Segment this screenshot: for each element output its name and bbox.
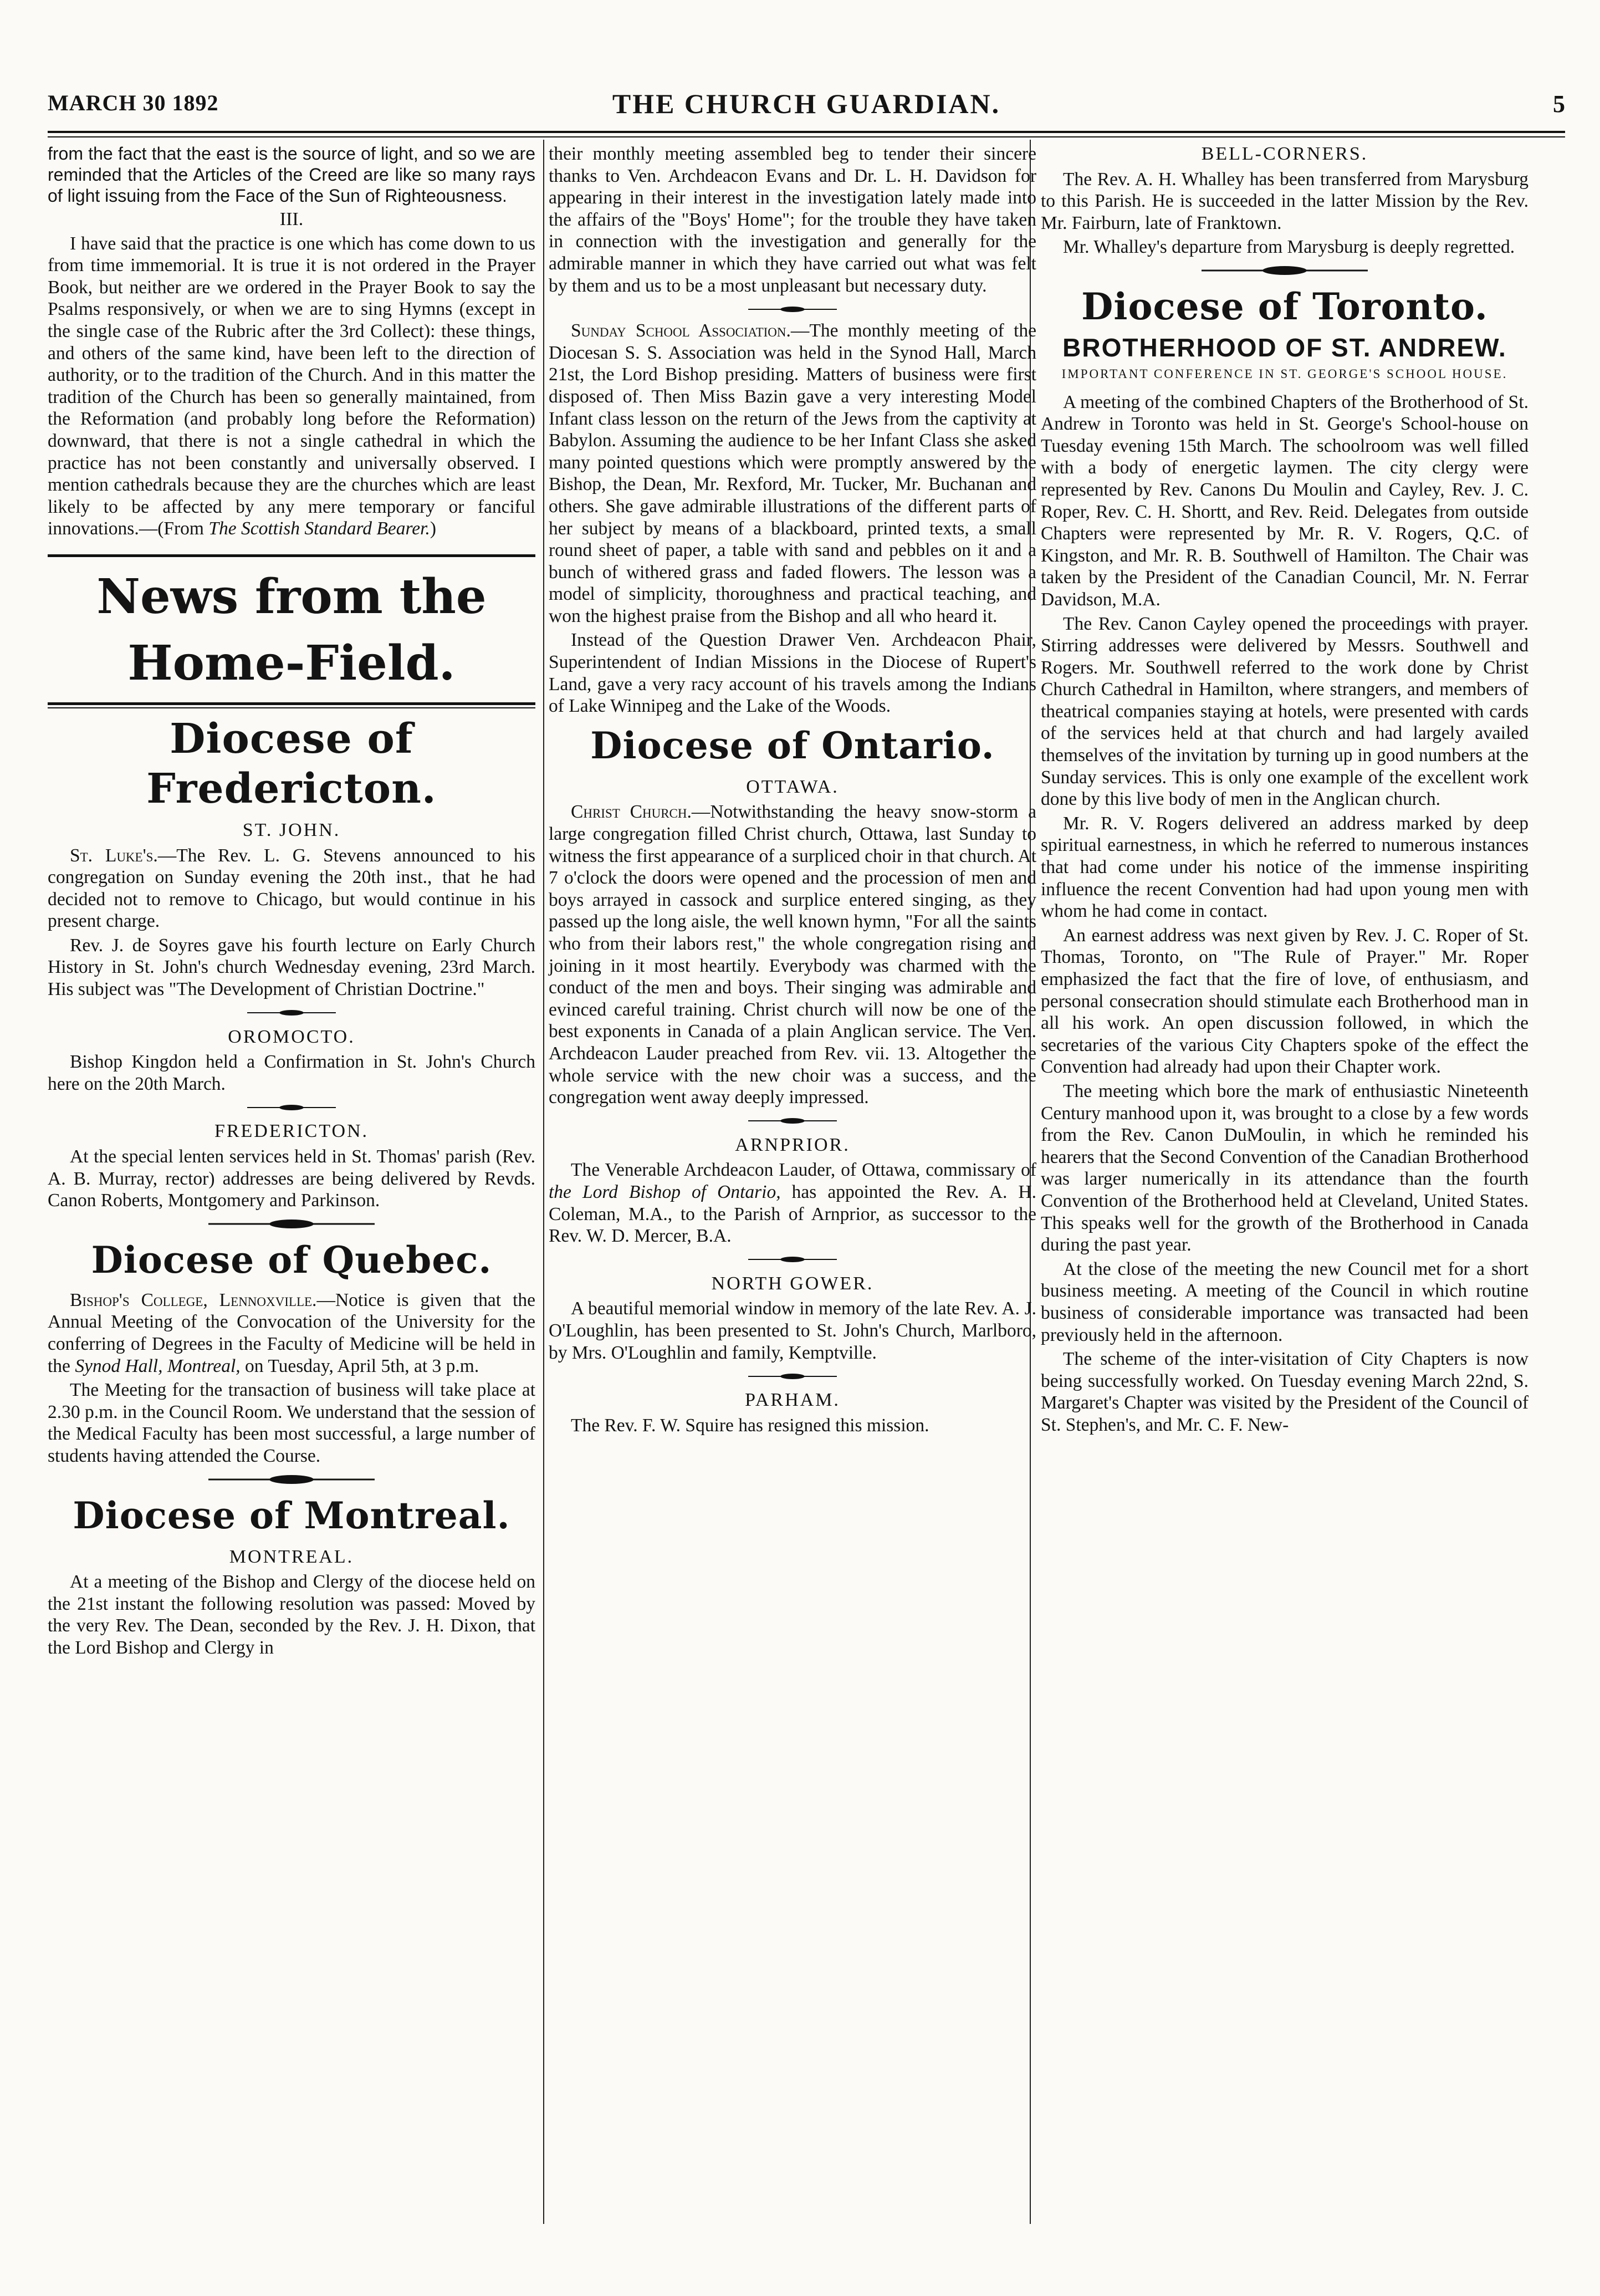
masthead (48, 88, 1565, 126)
subhead: OTTAWA. (746, 776, 839, 797)
section-rule (48, 554, 535, 557)
section-number: III. (279, 209, 304, 229)
issue-date: MARCH 30 1892 (48, 90, 219, 115)
article-paragraph: An earnest address was next given by Rev. J. C. Roper of St. Thomas, Toronto, on "The Rule of Prayer." Mr. Roper emphasized the fact that the fire of love, of enthusiasm, and personal consecration should stimulate each Brotherhood man in all his work. An open discussion followed, in which the secretaries of the various City Chapters spoke of the effect the Convention had already had upon their Chapter work. (1041, 925, 1529, 1078)
subhead: PARHAM. (745, 1390, 840, 1411)
article-paragraph: A meeting of the combined Chapters of the Brotherhood of St. Andrew in Toronto was held in St. George's School-house on Tuesday evening 15th March. The schoolroom was well filled with a body of energetic laymen. The city clergy were represented by Rev. Canons Du Moulin and Cayley, Rev. J. C. Roper, Rev. C. H. Shortt, and Rev. Reid. Delegates from outside Chapters were represented by Mr. R. V. Rogers, Q.C. of Kingston, and Mr. R. B. Southwell of Hamilton. The Chair was taken by the President of the Canadian Council, Mr. N. Ferrar Davidson, M.A. (1041, 391, 1529, 610)
ornament-divider (1041, 262, 1529, 278)
subhead: ARNPRIOR. (735, 1134, 850, 1155)
news-item: Sunday School Association.—The monthly meeting of the Diocesan S. S. Association was held in the Synod Hall, March 21st, the Lord Bishop presiding. Matters of business were first disposed of. Then Miss Bazin gave a very interesting Model Infant class lesson on the return of the Jews from the captivity at Babylon. Assuming the audience to be her Infant Class she asked many pointed questions which were promptly answered by the Bishop, the Dean, Mr. Rexford, Mr. Tucker, Mr. Buchanan and others. She gave admirable illustrations of the different parts of her subject by means of a blackboard, printed texts, a small round sheet of paper, a table with sand and pebbles on it and a bunch of withered grass and faded flowers. The lesson was a model of simplicity, thoroughness and practical teaching, and won the highest praise from the Bishop and all who heard it. (549, 320, 1037, 626)
news-item: Rev. J. de Soyres gave his fourth lecture on Early Church History in St. John's church Wednesday evening, 23rd March. His subject was "The Development of Christian Doctrine." (48, 935, 535, 1000)
news-item: Bishop Kingdon held a Confirmation in St. John's Church here on the 20th March. (48, 1052, 535, 1094)
news-item: Instead of the Question Drawer Ven. Archdeacon Phair, Superintendent of Indian Missions in the Diocese of Rupert's Land, gave a very racy account of his travels among the Indians of Lake Winnipeg and the Lake of the Woods. (549, 630, 1036, 717)
news-item: Bishop's College, Lennoxville.—Notice is given that the Annual Meeting of the Convocation of the University for the conferring of Degrees in the Faculty of Medicine will be held in the Synod Hall, Montreal, on Tuesday, April 5th, at 3 p.m. (48, 1289, 535, 1376)
news-item: At the special lenten services held in St. Thomas' parish (Rev. A. B. Murray, rector) addresses are being delivered by Revds. Canon Roberts, Montgomery and Parkinson. (48, 1146, 535, 1211)
diocese-heading: Diocese of Ontario. (590, 723, 995, 767)
ornament-divider (549, 1112, 1036, 1129)
subhead: BELL-CORNERS. (1201, 144, 1368, 164)
newspaper-title: THE CHURCH GUARDIAN. (612, 88, 1001, 119)
diocese-heading: Diocese of Quebec. (91, 1238, 492, 1282)
section-rule-thin (48, 707, 535, 708)
news-item: Christ Church.—Notwithstanding the heavy snow-storm a large congregation filled Christ church, Ottawa, last Sunday to witness the first appearance of a surpliced choir in that church. At 7 o'clock the doors were opened and the procession of men and boys arrayed in cassock and surplice entered singing, as they passed up the long aisle, the well known hymn, "For all the saints who from their labors rest," the whole congregation rising and joining in it most heartily. Everybody was charmed with the conduct of the men and boys. Their singing was admirable and evinced careful training. Christ church will now be one of the best exponents in Canada of a plain Anglican service. The Ven. Archdeacon Lauder preached from Rev. vii. 13. Altogether the whole service with the new choir was a success, and the congregation went away deeply impressed. (549, 802, 1036, 1108)
article-paragraph: At the close of the meeting the new Council met for a short business meeting. A meeting of the Council in which routine business of considerable importance was transacted had been previously held in the afternoon. (1041, 1258, 1529, 1345)
diocese-heading: Diocese of Toronto. (1081, 284, 1488, 328)
subhead: FREDERICTON. (214, 1121, 369, 1142)
column-3 (1041, 143, 1529, 1438)
diocese-heading: Diocese of Montreal. (73, 1493, 510, 1537)
ornament-divider (48, 1215, 535, 1232)
news-item: The Rev. A. H. Whalley has been transferred from Marysburg to this Parish. He is succeeded in the latter Mission by the Rev. Mr. Fairburn, late of Franktown. (1041, 169, 1529, 233)
masthead-rule (48, 131, 1565, 133)
column-2 (549, 143, 1036, 1438)
ornament-divider (549, 1251, 1036, 1267)
subhead: MONTREAL. (229, 1546, 354, 1567)
news-item: St. Luke's.—The Rev. L. G. Stevens announced to his congregation on Sunday evening the 20th inst., that he had decided not to remove to Chicago, but would continue in his present charge. (48, 845, 535, 932)
article-continuation: their monthly meeting assembled beg to tender their sincere thanks to Ven. Archdeacon Evans and Dr. L. H. Davidson for appearing in their interest in the investigation lately made into the affairs of the "Boys' Home"; for the trouble they have taken in connection with the investigation and generally for the admirable manner in which they have carried out what was felt by them and us to be a most unpleasant but necessary duty. (549, 144, 1036, 296)
ornament-divider (48, 1098, 535, 1115)
subhead: OROMOCTO. (228, 1026, 355, 1047)
ornament-divider (549, 300, 1036, 317)
news-item: The Venerable Archdeacon Lauder, of Ottawa, commissary of the Lord Bishop of Ontario, has appointed the Rev. A. H. Coleman, M.A., to the Parish of Arnprior, as successor to the Rev. W. D. Mercer, B.A. (549, 1160, 1036, 1247)
column-divider (543, 140, 544, 2224)
article-paragraph: The Rev. Canon Cayley opened the proceedings with prayer. Stirring addresses were delivered by Messrs. Southwell and Rogers. Mr. Southwell referred to the work done by Christ Church Cathedral in Hamilton, where strangers, and members of theatrical companies staying at hotels, were presented with cards of the services held at that church and had largely availed themselves of the invitation by turning up in good numbers at the Sunday services. This is only one example of the excellent work done by this live body of men in the Anglican church. (1041, 613, 1529, 810)
diocese-heading: Diocese of Fredericton. (146, 715, 437, 813)
ornament-divider (48, 1004, 535, 1021)
news-heading: News from the Home-Field. (96, 568, 487, 691)
page-number: 5 (1553, 90, 1565, 118)
subhead: NORTH GOWER. (711, 1273, 874, 1294)
news-item: The Meeting for the transaction of business will take place at 2.30 p.m. in the Council Room. We understand that the session of the Medical Faculty has been most successful, a large number of students having attended the Course. (48, 1380, 535, 1466)
subhead: ST. JOHN. (242, 819, 341, 840)
ornament-divider (549, 1367, 1036, 1384)
article-paragraph: The scheme of the inter-visitation of City Chapters is now being successfully worked. On Tuesday evening March 22nd, S. Margaret's Chapter was visited by the President of the Council of St. Stephen's, and Mr. C. F. New- (1041, 1349, 1529, 1435)
article-paragraph: I have said that the practice is one which has come down to us from time immemorial. It is true it is not ordered in the Prayer Book, but neither are we ordered in the Prayer Book to say the Psalms responsively, or when we are to sing Hymns (except in the single case of the Rubric after the 3rd Collect): these things, and others of the same kind, have been left to the direction of authority, or to the tradition of the Church. And in this matter the tradition of the Church has been so generally maintained, from the Reformation (and probably long before the Reformation) downward, that there is not a single cathedral in which the practice has not been constantly and universally observed. I mention cathedrals because they are the churches which are least likely to be affected by any mere temporary or fanciful innovations.—(From The Scottish Standard Bearer.) (48, 233, 535, 539)
column-1 (48, 143, 535, 1661)
news-item: A beautiful memorial window in memory of the late Rev. A. J. O'Loughlin, has been presented to St. John's Church, Marlboro, by Mrs. O'Loughlin and family, Kemptville. (549, 1298, 1036, 1363)
article-heading: BROTHERHOOD OF ST. ANDREW. (1062, 333, 1507, 362)
article-paragraph: The meeting which bore the mark of enthusiastic Nineteenth Century manhood upon it, was brought to a close by a few words from the Rev. Canon DuMoulin, in which he reminded his hearers that the Second Convention of the Canadian Brotherhood was larger numerically in its attendance than the fourth Convention of the Brotherhood held at Cleveland, United States. This speaks well for the growth of the Brotherhood in Canada during the past year. (1041, 1080, 1529, 1256)
masthead-rule-thin (48, 136, 1565, 137)
article-paragraph: Mr. R. V. Rogers delivered an address marked by deep spiritual earnestness, in which he referred to numerous instances that had come under his notice of the immense inspiriting influence the recent Convention had had upon young men with whom he had come in contact. (1041, 813, 1529, 922)
article-continuation: from the fact that the east is the source of light, and so we are reminded that the Articles of the Creed are like so many rays of light issuing from the Face of the Sun of Righteousness. (48, 144, 535, 206)
ornament-divider (48, 1471, 535, 1487)
news-item: Mr. Whalley's departure from Marysburg is deeply regretted. (1063, 237, 1515, 258)
news-item: The Rev. F. W. Squire has resigned this mission. (571, 1415, 929, 1436)
news-item: At a meeting of the Bishop and Clergy of the diocese held on the 21st instant the following resolution was passed: Moved by the very Rev. The Dean, seconded by the Rev. J. H. Dixon, that the Lord Bishop and Clergy in (48, 1572, 535, 1658)
article-subheading: IMPORTANT CONFERENCE IN ST. GEORGE'S SCHOOL HOUSE. (1061, 366, 1508, 381)
section-rule (48, 702, 535, 705)
